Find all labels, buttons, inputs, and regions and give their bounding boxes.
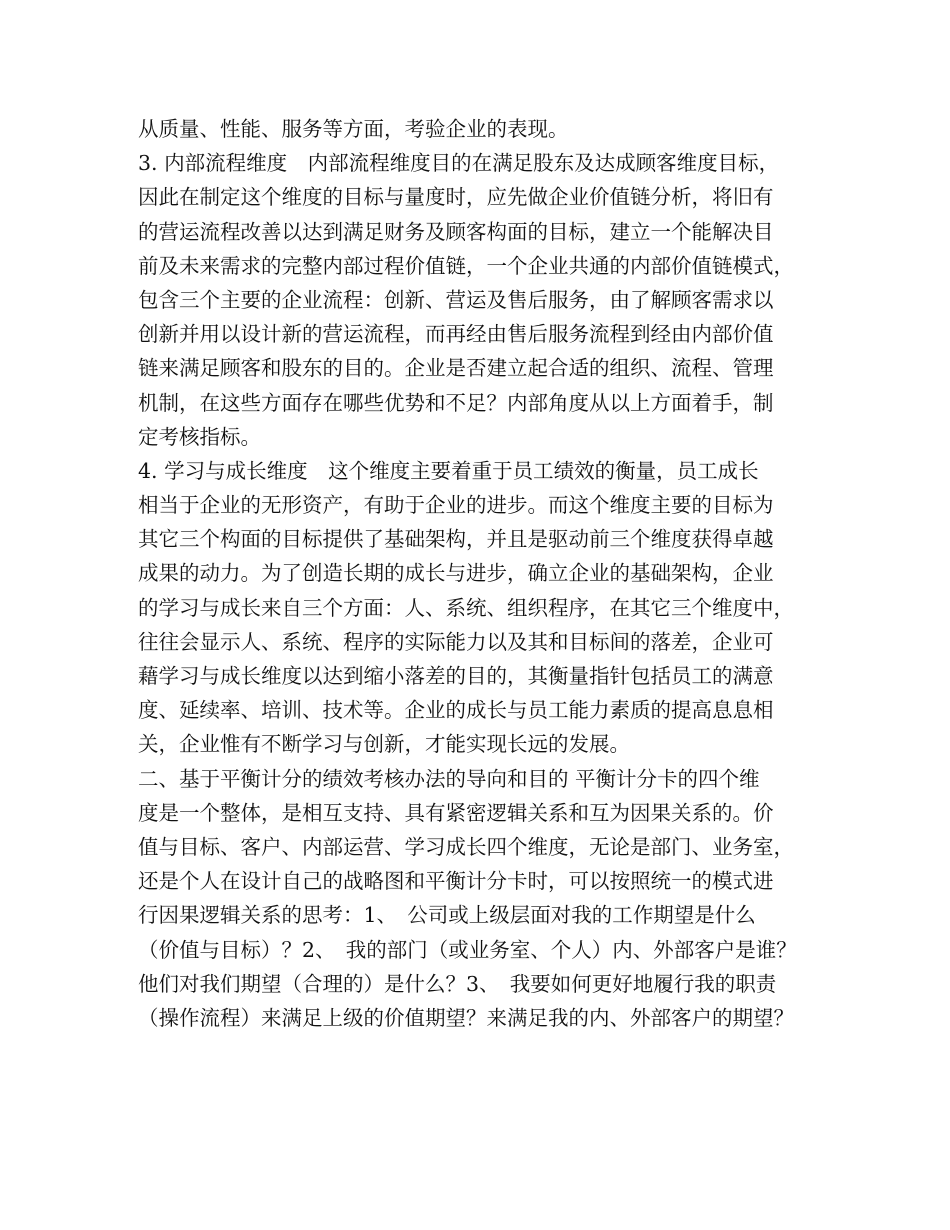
document-body-text	[138, 112, 818, 1035]
text-line: 从质量、性能、服务等方面，考验企业的表现。	[138, 117, 569, 141]
text-line: 成果的动力。为了创造长期的成长与进步，确立企业的基础架构，企业	[138, 561, 774, 586]
text-line: 关，企业惟有不断学习与创新，才能实现长远的发展。	[138, 732, 630, 757]
text-line: 行因果逻辑关系的思考：1、 公司或上级层面对我的工作期望是什么	[138, 903, 756, 928]
text-line: 包含三个主要的企业流程：创新、营运及售后服务，由了解顾客需求以	[138, 287, 774, 312]
text-line: 定考核指标。	[138, 424, 261, 449]
text-line: 4. 学习与成长维度 这个维度主要着重于员工绩效的衡量，员工成长	[138, 458, 759, 483]
text-line: （操作流程）来满足上级的价值期望？来满足我的内、外部客户的期望？	[138, 1005, 794, 1030]
text-line: 他们对我们期望（合理的）是什么？3、 我要如何更好地履行我的职责	[138, 971, 777, 996]
text-line: 的学习与成长来自三个方面：人、系统、组织程序，在其它三个维度中，	[138, 595, 794, 620]
text-line: 机制，在这些方面存在哪些优势和不足？内部角度从以上方面着手，制	[138, 390, 774, 415]
text-line: 创新并用以设计新的营运流程，而再经由售后服务流程到经由内部价值	[138, 322, 774, 347]
text-line: 藉学习与成长维度以达到缩小落差的目的，其衡量指针包括员工的满意	[138, 664, 774, 688]
text-line: 二、基于平衡计分的绩效考核办法的导向和目的 平衡计分卡的四个维	[138, 766, 760, 791]
text-line: 度是一个整体，是相互支持、具有紧密逻辑关系和互为因果关系的。价	[138, 800, 774, 825]
text-line: 的营运流程改善以达到满足财务及顾客构面的目标，建立一个能解决目	[138, 219, 774, 244]
text-line: 还是个人在设计自己的战略图和平衡计分卡时，可以按照统一的模式进	[138, 869, 774, 894]
text-line: 前及未来需求的完整内部过程价值链，一个企业共通的内部价值链模式，	[138, 253, 794, 278]
text-line: 度、延续率、培训、技术等。企业的成长与员工能力素质的提高息息相	[138, 698, 774, 723]
text-line: 相当于企业的无形资产，有助于企业的进步。而这个维度主要的目标为	[138, 493, 774, 518]
text-line: 值与目标、客户、内部运营、学习成长四个维度，无论是部门、业务室，	[138, 834, 794, 859]
text-line: 往往会显示人、系统、程序的实际能力以及其和目标间的落差，企业可	[138, 629, 774, 654]
text-line: 3. 内部流程维度 内部流程维度目的在满足股东及达成顾客维度目标，	[138, 151, 780, 176]
text-line: 因此在制定这个维度的目标与量度时，应先做企业价值链分析，将旧有	[138, 185, 774, 210]
text-line: 链来满足顾客和股东的目的。企业是否建立起合适的组织、流程、管理	[138, 356, 774, 381]
text-line: 其它三个构面的目标提供了基础架构，并且是驱动前三个维度获得卓越	[138, 527, 774, 552]
text-line: （价值与目标）？2、 我的部门（或业务室、个人）内、外部客户是谁？	[138, 937, 797, 962]
